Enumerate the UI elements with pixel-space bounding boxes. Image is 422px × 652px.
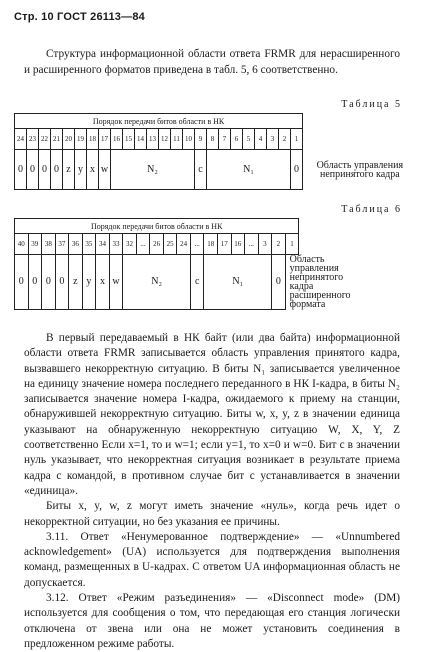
bit-number: 9 <box>195 129 207 150</box>
bit-number: 26 <box>150 234 164 255</box>
paragraph: В первый передаваемый в НК байт (или два байта) информационной области ответа FRMR записывается область управления принятого кадра, вызвавшего некорректную ситуацию. В биты N₁ записывается увеличенное на единицу значение номера последнего переданного в НК I-кадра, в биты N₂ записывается значение номера I-кадра, ожидаемого к приему на станции, обнаружившей некорректную ситуацию. Биты w, x, y, z в значении единица указывают на обнаруженную некорректную ситуацию W, X, Y, Z соответственно Если x=1, то и w=1; если y=1, то x=0 и w=0. Бит с в значении нуль указывает, что некорректная ситуация возникает в результате приема кадра с командой, в противном случае бит с устанавливается в значении «единица». <box>24 332 400 497</box>
table6 <box>14 218 412 310</box>
bit-number: 1 <box>291 129 303 150</box>
bit-x: x <box>96 255 110 310</box>
bit-w: w <box>99 150 111 190</box>
bit-number: 6 <box>231 129 243 150</box>
bit-value: 0 <box>55 255 69 310</box>
paragraph: 3.11. Ответ «Ненумерованное подтверждение» — «Unnumbered acknowledgement» (UA) используется для подтверждения выполнения команд, размещенных в U-кадрах. С ответом UA информационная область не допускается. <box>24 530 400 589</box>
bit-w: w <box>109 255 123 310</box>
bit-number: 12 <box>159 129 171 150</box>
bit-y: y <box>75 150 87 190</box>
bit-number: 40 <box>15 234 29 255</box>
bits-n2: N₂ <box>111 150 195 190</box>
bit-number: 38 <box>42 234 56 255</box>
bit-number: 34 <box>96 234 110 255</box>
bit-z: z <box>63 150 75 190</box>
bit-number: 3 <box>267 129 279 150</box>
table5 <box>14 113 413 190</box>
paragraph: Биты x, y, w, z могут иметь значение «нуль», когда речь идет о некорректной ситуации, но без указания ее причины. <box>24 500 400 528</box>
table6-caption: Таблица 6 <box>341 204 402 215</box>
page-header: Стр. 10 ГОСТ 26113—84 <box>14 11 145 23</box>
bit-number: 35 <box>82 234 96 255</box>
bit-number: 2 <box>272 234 286 255</box>
bit-number: 16 <box>111 129 123 150</box>
table5-description: Область управления непринятого кадра <box>316 159 404 180</box>
bit-value: 0 <box>15 255 29 310</box>
bit-number: 36 <box>69 234 83 255</box>
table6-description: Область управления непринятого кадра расширенного формата <box>289 254 351 310</box>
bit-number: 11 <box>171 129 183 150</box>
bit-number: 19 <box>75 129 87 150</box>
bit-number: 8 <box>207 129 219 150</box>
bit-value: 0 <box>27 150 39 190</box>
bit-number: 3 <box>258 234 272 255</box>
bit-number: 22 <box>39 129 51 150</box>
bit-number: 24 <box>15 129 27 150</box>
bit-number: 18 <box>204 234 218 255</box>
bit-value: 0 <box>42 255 56 310</box>
paragraph: 3.12. Ответ «Режим разъединения» — «Disconnect mode» (DM) используется для сообщения о том, что передающая его станция логически отключена от звена или она не может установить соединения в предложенном режиме работы. <box>24 592 400 650</box>
bit-c: c <box>190 255 204 310</box>
bit-number: 39 <box>28 234 42 255</box>
bit-x: x <box>87 150 99 190</box>
bit-number: 25 <box>163 234 177 255</box>
bit-number: 37 <box>55 234 69 255</box>
table5-caption: Таблица 5 <box>341 99 402 110</box>
table5-header: Порядок передачи битов области в НК <box>15 114 303 129</box>
bit-c: c <box>195 150 207 190</box>
bit-value: 0 <box>291 150 303 190</box>
bit-value: 0 <box>51 150 63 190</box>
bit-number: 17 <box>99 129 111 150</box>
bit-number: 18 <box>87 129 99 150</box>
bit-number: 23 <box>27 129 39 150</box>
bit-value: 0 <box>28 255 42 310</box>
bit-number: 16 <box>231 234 245 255</box>
bit-value: 0 <box>39 150 51 190</box>
bits-n2: N₂ <box>123 255 191 310</box>
bit-number: 21 <box>51 129 63 150</box>
bit-number: 1 <box>285 234 299 255</box>
bit-number: ... <box>136 234 150 255</box>
bit-number: 4 <box>255 129 267 150</box>
bit-number: 15 <box>123 129 135 150</box>
bit-z: z <box>69 255 83 310</box>
bit-value: 0 <box>272 255 286 310</box>
bit-number: 13 <box>147 129 159 150</box>
bit-number: 32 <box>123 234 137 255</box>
bit-number: 5 <box>243 129 255 150</box>
bit-number: 2 <box>279 129 291 150</box>
bit-number: 10 <box>183 129 195 150</box>
bits-n1: N₁ <box>207 150 291 190</box>
bit-number: 7 <box>219 129 231 150</box>
bit-number: ... <box>245 234 259 255</box>
table6-header: Порядок передачи битов области в НК <box>15 219 299 234</box>
bit-number: 24 <box>177 234 191 255</box>
bit-number: 17 <box>217 234 231 255</box>
bits-n1: N₁ <box>204 255 272 310</box>
bit-number: 20 <box>63 129 75 150</box>
bit-value: 0 <box>15 150 27 190</box>
intro-paragraph: Структура информационной области ответа FRMR для нерасширенного и расширенного форматов приведена в табл. 5, 6 соответственно. <box>24 48 400 76</box>
bit-y: y <box>82 255 96 310</box>
bit-number: 33 <box>109 234 123 255</box>
bit-number: 14 <box>135 129 147 150</box>
body-text <box>24 331 400 652</box>
bit-number: ... <box>190 234 204 255</box>
